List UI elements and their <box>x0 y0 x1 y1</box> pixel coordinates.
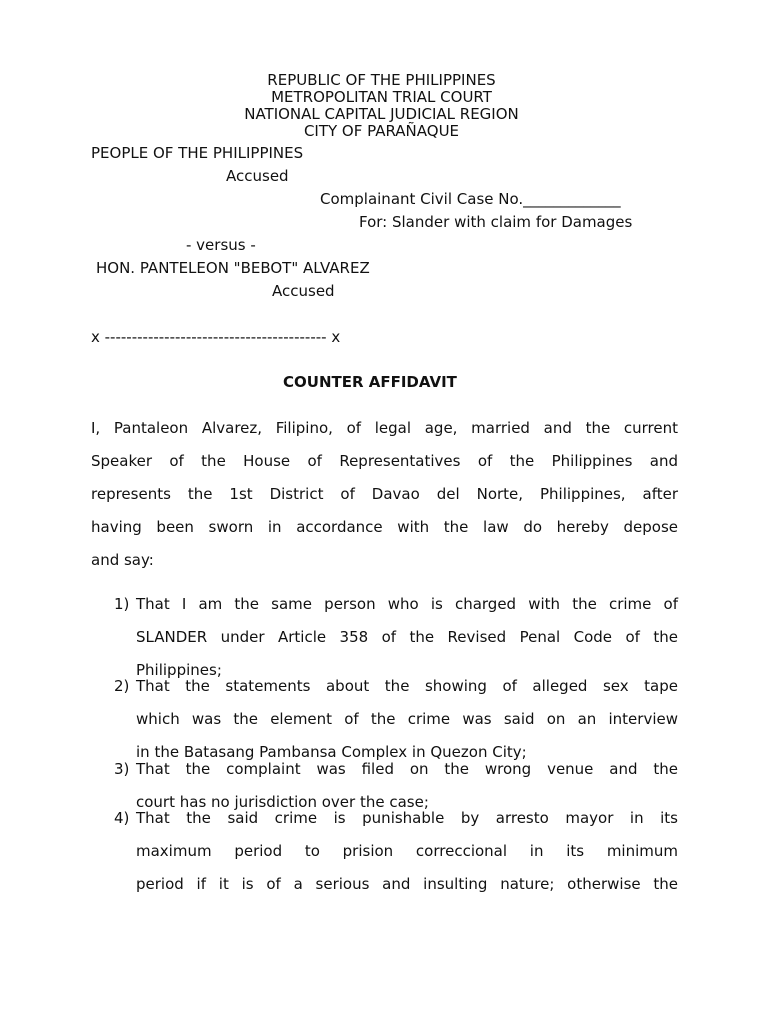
intro-line: I, Pantaleon Alvarez, Filipino, of legal age, married and the current <box>91 419 678 437</box>
defendant-name: HON. PANTELEON "BEBOT" ALVAREZ <box>96 259 370 277</box>
list-item-number: 3) <box>114 760 130 778</box>
list-item-line: SLANDER under Article 358 of the Revised Penal Code of the <box>136 628 678 646</box>
list-item-line: which was the element of the crime was said on an interview <box>136 710 678 728</box>
list-item-number: 4) <box>114 809 130 827</box>
document-title: COUNTER AFFIDAVIT <box>283 373 457 391</box>
intro-line: having been sworn in accordance with the law do hereby depose <box>91 518 678 536</box>
list-item-line: Philippines; <box>136 661 222 679</box>
list-item-line: in the Batasang Pambansa Complex in Quezon City; <box>136 743 527 761</box>
intro-line: Speaker of the House of Representatives of the Philippines and <box>91 452 678 470</box>
caption-separator: x ----------------------------------------- x <box>91 328 341 346</box>
case-nature: For: Slander with claim for Damages <box>359 213 633 231</box>
intro-line: and say: <box>91 551 154 569</box>
list-item-line: That the complaint was filed on the wrong venue and the <box>136 760 678 778</box>
header-court: METROPOLITAN TRIAL COURT <box>271 88 492 106</box>
case-number: Complainant Civil Case No._____________ <box>320 190 621 208</box>
list-item-number: 2) <box>114 677 130 695</box>
header-region: NATIONAL CAPITAL JUDICIAL REGION <box>244 105 519 123</box>
list-item-line: court has no jurisdiction over the case; <box>136 793 429 811</box>
list-item-line: That the statements about the showing of alleged sex tape <box>136 677 678 695</box>
header-city: CITY OF PARAÑAQUE <box>303 122 460 140</box>
list-item-number: 1) <box>114 595 130 613</box>
versus-label: - versus - <box>186 236 256 254</box>
plaintiff-name: PEOPLE OF THE PHILIPPINES <box>91 144 304 162</box>
plaintiff-role: Accused <box>226 167 289 185</box>
header-republic: REPUBLIC OF THE PHILIPPINES <box>267 71 496 89</box>
list-item-line: maximum period to prision correccional in its minimum <box>136 842 678 860</box>
list-item-line: That the said crime is punishable by arresto mayor in its <box>136 809 678 827</box>
list-item-line: period if it is of a serious and insulting nature; otherwise the <box>136 875 678 893</box>
intro-line: represents the 1st District of Davao del Norte, Philippines, after <box>91 485 678 503</box>
defendant-role: Accused <box>272 282 335 300</box>
list-item-line: That I am the same person who is charged with the crime of <box>136 595 678 613</box>
